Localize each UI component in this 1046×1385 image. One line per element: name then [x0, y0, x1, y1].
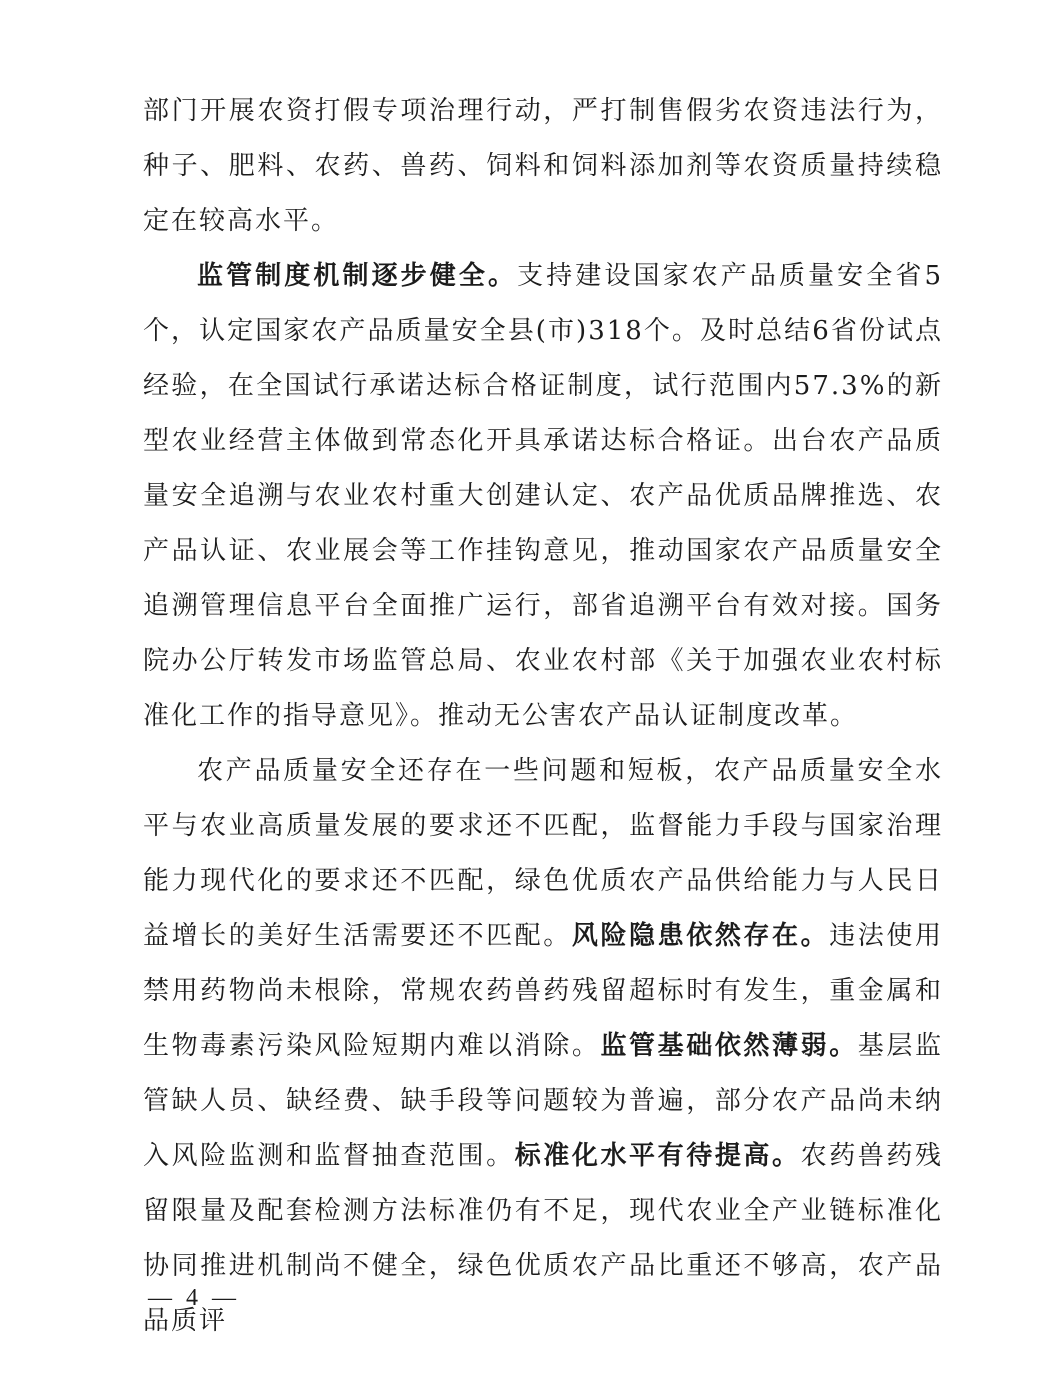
paragraph-2-text: 支持建设国家农产品质量安全省5个，认定国家农产品质量安全县(市)318个。及时总结6省份试点经验，在全国试行承诺达标合格证制度，试行范围内57.3%的新型农业经营主体做到常态化开具承诺达标合格证。出台农产品质量安全追溯与农业农村重大创建认定、农产品优质品牌推选、农产品认证、农业展会等工作挂钩意见，推动国家农产品质量安全追溯管理信息平台全面推广运行，部省追溯平台有效对接。国务院办公厅转发市场监管总局、农业农村部《关于加强农业农村标准化工作的指导意见》。推动无公害农产品认证制度改革。 [143, 261, 943, 731]
paragraph-3 [143, 744, 943, 1349]
heading-weak-foundation: 监管基础依然薄弱。 [600, 1031, 858, 1061]
paragraph-3-intro: 农产品质量安全还存在一些问题和短板，农产品质量安全水平与农业高质量发展的要求还不匹配，监督能力手段与国家治理能力现代化的要求还不匹配，绿色优质农产品供给能力与人民日益增长的美好生活需要还不匹配。 [143, 756, 943, 951]
paragraph-3-standard-text: 农药兽药残留限量及配套检测方法标准仍有不足，现代农业全产业链标准化协同推进机制尚不健全，绿色优质农产品比重还不够高，农产品品质评 [143, 1141, 943, 1336]
heading-risk-hazards: 风险隐患依然存在。 [571, 921, 830, 951]
paragraph-3-risk-text: 违法使用禁用药物尚未根除，常规农药兽药残留超标时有发生，重金属和生物毒素污染风险短期内难以消除。 [143, 921, 943, 1061]
heading-supervision-system: 监管制度机制逐步健全。 [197, 261, 518, 291]
document-body [143, 84, 943, 1349]
paragraph-1-text: 部门开展农资打假专项治理行动，严打制售假劣农资违法行为，种子、肥料、农药、兽药、饲料和饲料添加剂等农资质量持续稳定在较高水平。 [143, 96, 943, 236]
paragraph-3-foundation-text: 基层监管缺人员、缺经费、缺手段等问题较为普遍，部分农产品尚未纳入风险监测和监督抽查范围。 [143, 1031, 943, 1171]
paragraph-2 [143, 249, 943, 744]
page-number: — 4 — [148, 1285, 240, 1311]
paragraph-1 [143, 84, 943, 249]
heading-standardization: 标准化水平有待提高。 [514, 1141, 801, 1171]
